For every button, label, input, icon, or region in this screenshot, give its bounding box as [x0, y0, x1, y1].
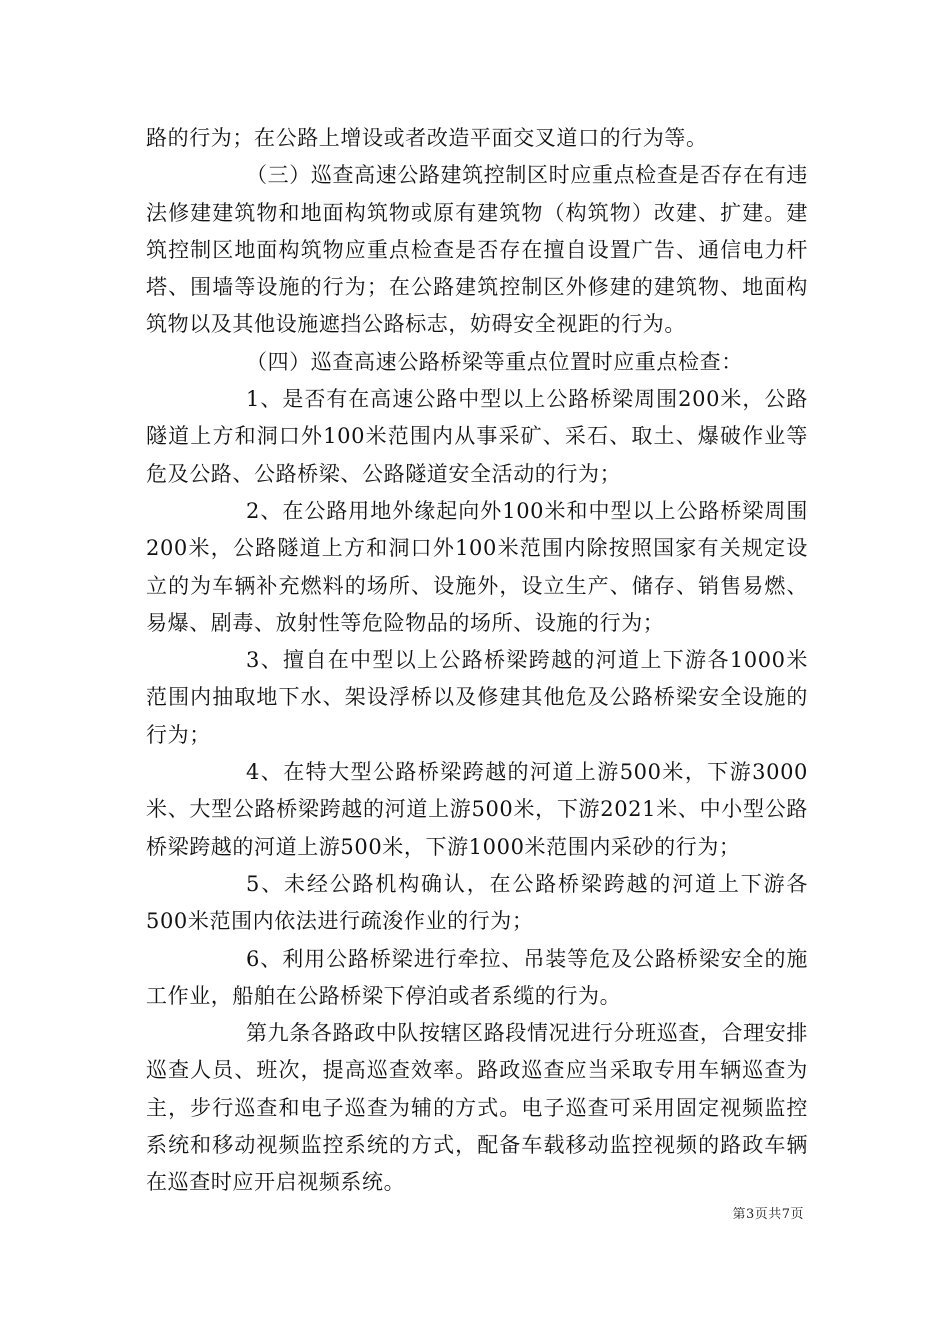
paragraph-item-1: 1、是否有在高速公路中型以上公路桥梁周围200米，公路隧道上方和洞口外100米范围内从事采矿、采石、取土、爆破作业等危及公路、公路桥梁、公路隧道安全活动的行为； — [146, 387, 808, 486]
paragraph-continuation: 路的行为；在公路上增设或者改造平面交叉道口的行为等。 — [146, 126, 708, 150]
page-number: 第3页共7页 — [732, 1207, 804, 1222]
paragraph-item-2: 2、在公路用地外缘起向外100米和中型以上公路桥梁周围200米，公路隧道上方和洞口外100米范围内除按照国家有关规定设立的为车辆补充燃料的场所、设施外，设立生产、储存、销售易燃、易爆、剧毒、放射性等危险物品的场所、设施的行为； — [146, 498, 808, 635]
paragraph-article-9: 第九条各路政中队按辖区路段情况进行分班巡查，合理安排巡查人员、班次，提高巡查效率。路政巡查应当采取专用车辆巡查为主，步行巡查和电子巡查为辅的方式。电子巡查可采用固定视频监控系统和移动视频监控系统的方式，配备车载移动监控视频的路政车辆在巡查时应开启视频系统。 — [146, 1021, 808, 1195]
paragraph-item-6: 6、利用公路桥梁进行牵拉、吊装等危及公路桥梁安全的施工作业，船舶在公路桥梁下停泊或者系缆的行为。 — [146, 946, 808, 1008]
paragraph-bridge-inspection-heading: （四）巡查高速公路桥梁等重点位置时应重点检查： — [246, 349, 743, 374]
document-body — [146, 120, 808, 1202]
paragraph-building-control-zone: （三）巡查高速公路建筑控制区时应重点检查是否存在有违法修建建筑物和地面构筑物或原有建筑物（构筑物）改建、扩建。建筑控制区地面构筑物应重点检查是否存在擅自设置广告、通信电力杆塔、围墙等设施的行为；在公路建筑控制区外修建的建筑物、地面构筑物以及其他设施遮挡公路标志，妨碍安全视距的行为。 — [146, 163, 808, 337]
paragraph-item-5: 5、未经公路机构确认，在公路桥梁跨越的河道上下游各500米范围内依法进行疏浚作业的行为； — [146, 871, 808, 934]
paragraph-item-4: 4、在特大型公路桥梁跨越的河道上游500米，下游3000米、大型公路桥梁跨越的河道上游500米，下游2021米、中小型公路桥梁跨越的河道上游500米，下游1000米范围内采砂的行为； — [146, 760, 808, 859]
paragraph-item-3: 3、擅自在中型以上公路桥梁跨越的河道上下游各1000米范围内抽取地下水、架设浮桥以及修建其他危及公路桥梁安全设施的行为； — [146, 648, 808, 747]
